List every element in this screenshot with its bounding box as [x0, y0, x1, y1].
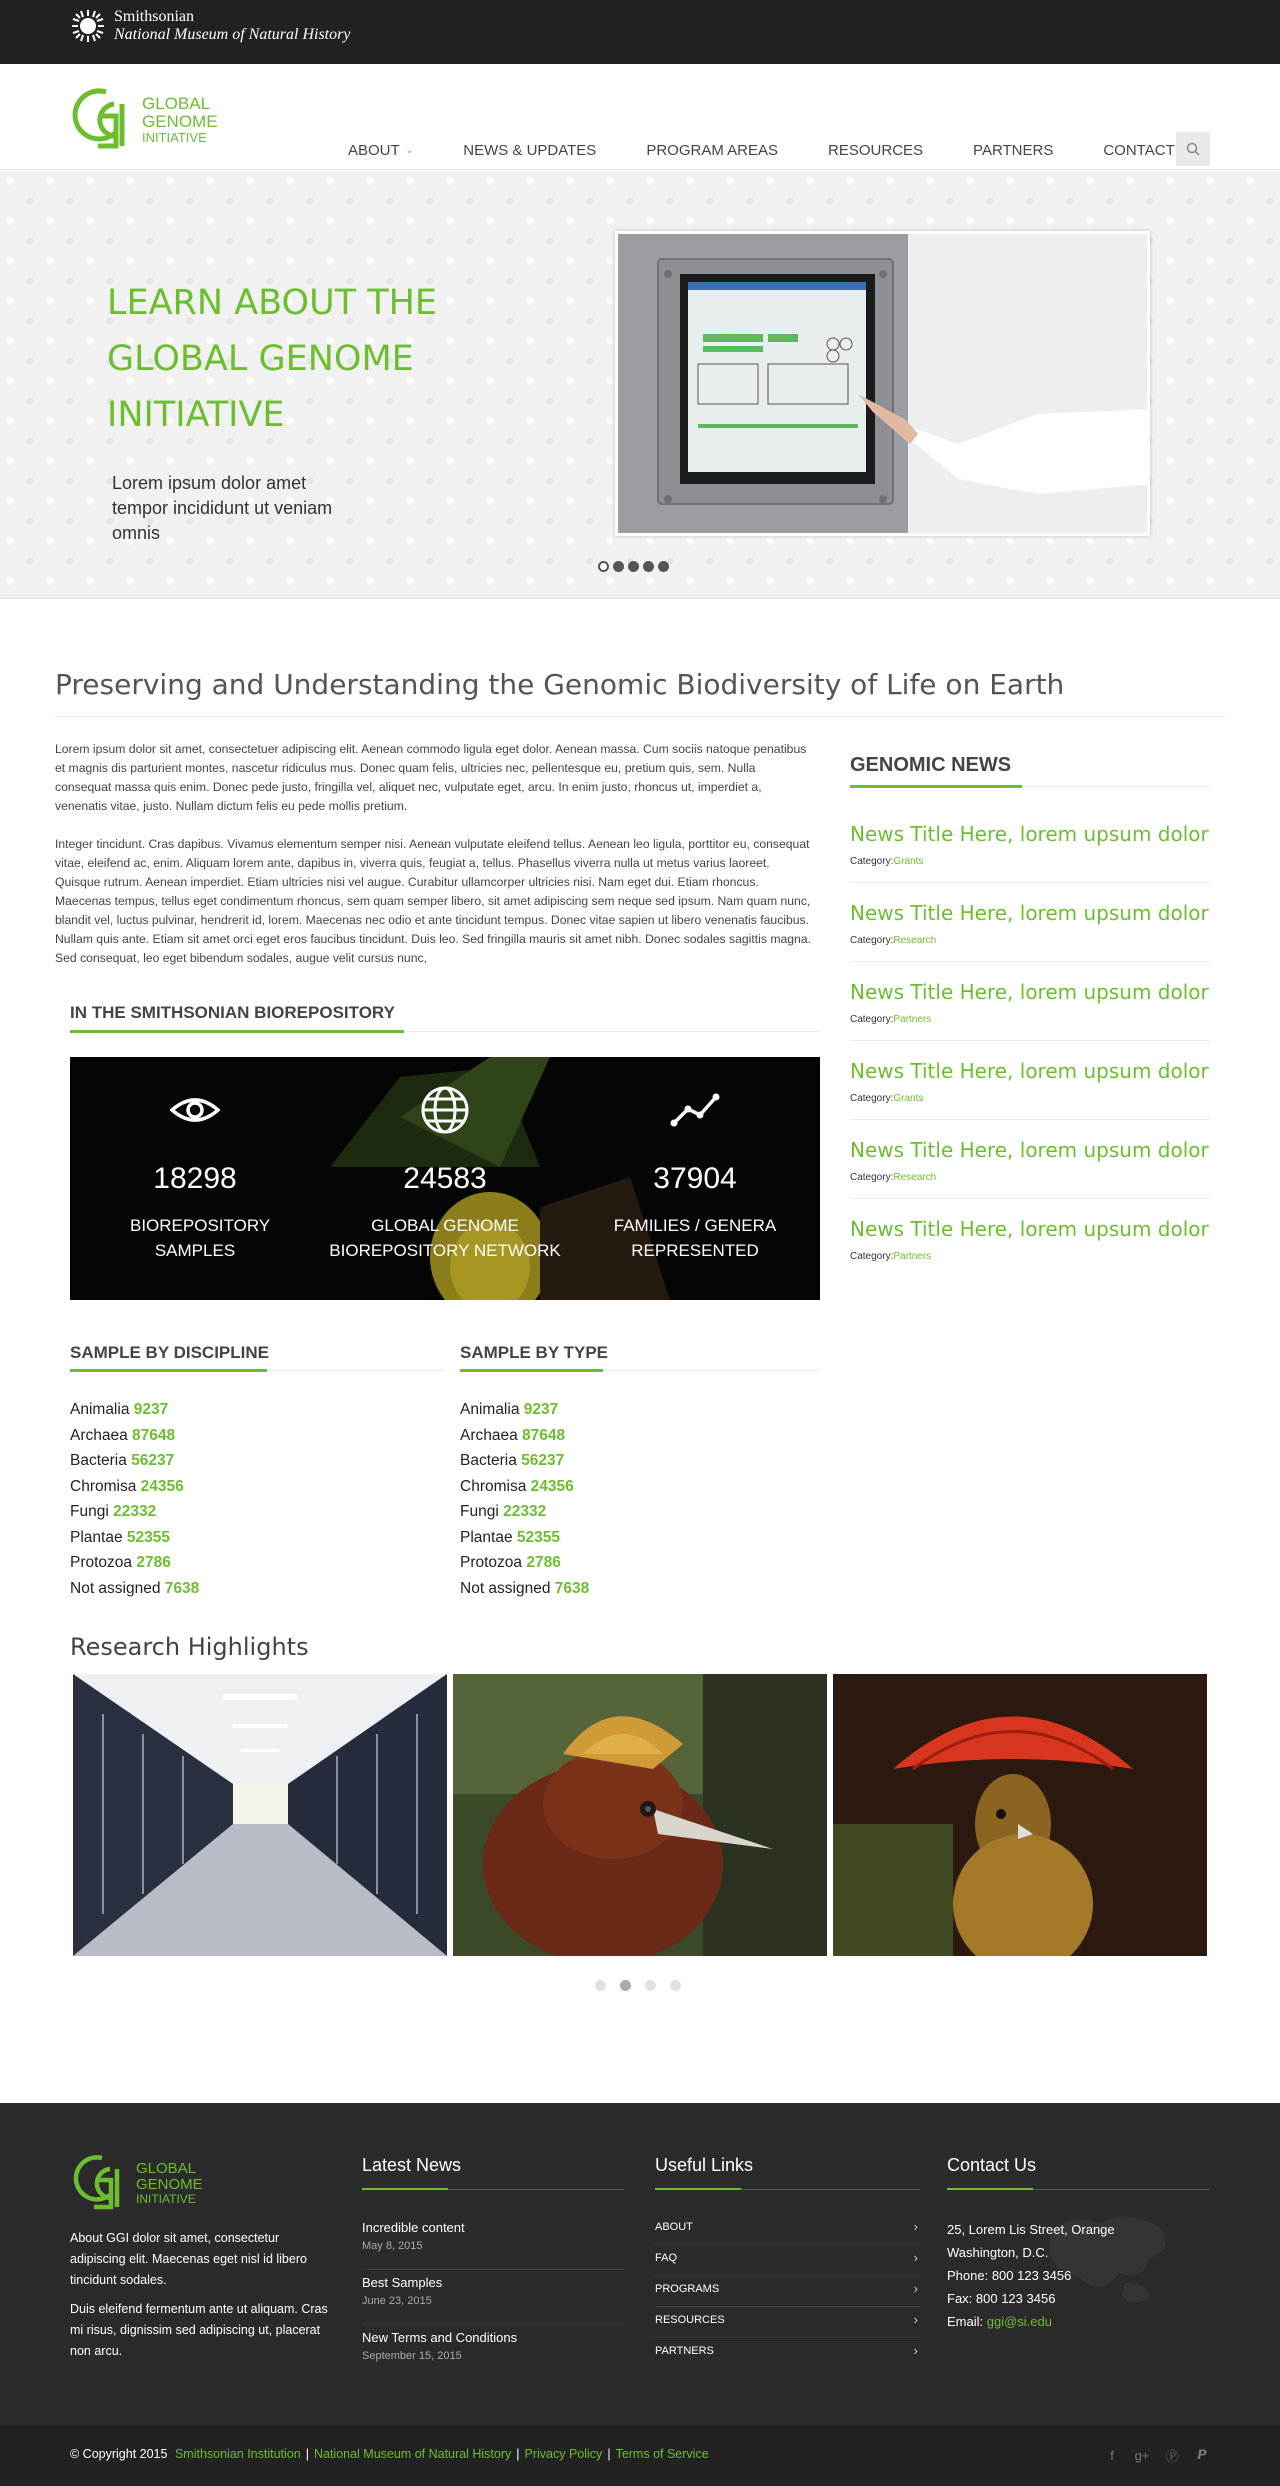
- category-link[interactable]: Grants: [893, 1093, 924, 1104]
- news-title-link[interactable]: News Title Here, lorem upsum dolor: [850, 1059, 1209, 1083]
- hero-image-touchscreen: [615, 231, 1150, 536]
- category-label: Category:: [850, 1093, 894, 1104]
- site-header: [0, 64, 1280, 170]
- category-link[interactable]: Research: [893, 1172, 937, 1183]
- item-value: 9237: [133, 1401, 169, 1418]
- research-image-server-room[interactable]: [73, 1674, 447, 1956]
- item-value: 2786: [526, 1554, 561, 1571]
- ggi-logo[interactable]: [70, 84, 230, 154]
- footer-link-resources[interactable]: [655, 2307, 920, 2338]
- contact-email-label: Email:: [947, 2314, 984, 2329]
- hero-dot-2[interactable]: [613, 561, 624, 572]
- latest-news-item: [362, 2220, 624, 2270]
- site-footer: [0, 2103, 1280, 2425]
- item-value: 22332: [113, 1503, 157, 1520]
- item-value: 56237: [521, 1452, 565, 1469]
- type-list: [460, 1397, 589, 1601]
- useful-links-rule: [655, 2189, 920, 2190]
- contact-address-line1: 25, Lorem Lis Street, Orange: [947, 2222, 1115, 2237]
- research-dot-3[interactable]: [645, 1980, 656, 1991]
- item-name: Archaea: [70, 1426, 128, 1444]
- stat-global-genome-network: [320, 1057, 570, 1300]
- item-value: 22332: [503, 1503, 547, 1520]
- item-name: Animalia: [460, 1401, 520, 1418]
- latest-news-heading: Latest News: [362, 2155, 462, 2175]
- item-name: Bacteria: [70, 1452, 127, 1469]
- item-value: 56237: [131, 1452, 175, 1469]
- link-smithsonian-institution[interactable]: Smithsonian Institution: [174, 2447, 301, 2461]
- news-category: [850, 1014, 931, 1025]
- globe-icon: [420, 1085, 470, 1135]
- research-dot-4[interactable]: [670, 1980, 681, 1991]
- item-name: Not assigned: [460, 1579, 551, 1597]
- item-name: Bacteria: [460, 1452, 517, 1469]
- page-title: Preserving and Understanding the Genomic Biodiversity of Life on Earth: [55, 668, 1065, 701]
- news-category: [850, 1093, 923, 1104]
- contact-details: [947, 2218, 1115, 2333]
- item-value: 9237: [523, 1401, 559, 1418]
- nav-news-updates[interactable]: NEWS & UPDATES: [463, 142, 597, 159]
- list-item: [460, 1550, 589, 1576]
- contact-email-link[interactable]: ggi@si.edu: [986, 2314, 1052, 2329]
- research-highlights-heading: Research Highlights: [70, 1633, 309, 1661]
- chevron-right-icon: ›: [913, 2250, 918, 2265]
- footer-link-label: PROGRAMS: [655, 2283, 720, 2295]
- latest-news-title[interactable]: Incredible content: [362, 2220, 465, 2235]
- main-nav: [348, 142, 1225, 159]
- news-category: [850, 1251, 931, 1262]
- footer-logo-line2: GENOME: [136, 2176, 203, 2193]
- item-value: 52355: [126, 1528, 170, 1546]
- list-item: [460, 1474, 589, 1500]
- list-item: [70, 1499, 199, 1525]
- link-nmnh[interactable]: National Museum of Natural History: [313, 2447, 512, 2461]
- footer-ggi-logo[interactable]: [70, 2151, 220, 2215]
- news-title-link[interactable]: News Title Here, lorem upsum dolor: [850, 901, 1209, 925]
- link-privacy-policy[interactable]: Privacy Policy: [524, 2447, 603, 2461]
- discipline-heading: SAMPLE BY DISCIPLINE: [70, 1343, 269, 1362]
- pinterest-icon[interactable]: Ⓟ: [1165, 2448, 1179, 2464]
- item-value: 7638: [554, 1579, 590, 1597]
- footer-link-about[interactable]: [655, 2214, 920, 2245]
- footer-link-label: PARTNERS: [655, 2345, 714, 2357]
- news-title-link[interactable]: News Title Here, lorem upsum dolor: [850, 1138, 1209, 1162]
- contact-phone: Phone: 800 123 3456: [947, 2268, 1072, 2283]
- search-icon: [1186, 142, 1200, 156]
- list-item: [70, 1448, 199, 1474]
- footer-link-label: FAQ: [655, 2252, 678, 2264]
- news-category: [850, 856, 923, 867]
- latest-news-rule: [362, 2189, 624, 2190]
- footer-logo-line1: GLOBAL: [136, 2160, 197, 2177]
- smithsonian-topbar: [0, 0, 1280, 64]
- stat-value: 18298: [153, 1162, 237, 1195]
- stat-label: GLOBAL GENOME BIOREPOSITORY NETWORK: [329, 1216, 561, 1260]
- news-category: [850, 935, 936, 946]
- nav-about-label: ABOUT: [348, 142, 400, 159]
- social-links: [1092, 2445, 1212, 2465]
- nav-about[interactable]: [348, 142, 413, 159]
- news-item: [850, 804, 1210, 883]
- stat-biorepository-samples: [70, 1057, 320, 1300]
- list-item: [70, 1423, 199, 1449]
- nav-program-areas[interactable]: PROGRAM AREAS: [646, 142, 779, 159]
- category-label: Category:: [850, 935, 894, 946]
- category-label: Category:: [850, 856, 894, 867]
- intro-paragraph-2: Integer tincidunt. Cras dapibus. Vivamus elementum semper nisi. Aenean vulputate eleifend tellus. Aenean leo ligula, porttitor eu, consequat vitae, eleifend ac, enim. Aliquam lorem ante, dapibus in, viverra quis, feugiat a, tellus. Phasellus viverra nulla ut metus varius laoreet. Quisque rutrum. Aenean imperdiet. Etiam ultricies nisi vel augue. Curabitur ullamcorper ultricies nisi. Nam eget dui. Etiam rhoncus. Maecenas tempus, tellus eget condimentum rhoncus, sem quam semper libero, sit amet adipiscing sem neque sed ipsum. Nam quam nunc, blandit vel, luctus pulvinar, hendrerit id, lorem. Maecenas nec odio et ante tincidunt tempus. Donec vitae sapien ut libero venenatis faucibus. Nullam quis ante. Etiam sit amet orci eget eros faucibus tincidunt. Duis leo. Sed fringilla mauris sit amet nibh. Donec sodales sagittis magna. Sed consequat, leo eget bibendum sodales, augue velit cursus nunc,: [55, 837, 811, 965]
- ggi-logo-line1: GLOBAL: [142, 94, 211, 113]
- list-item: [460, 1576, 589, 1602]
- chevron-down-icon: ⌄: [405, 145, 414, 155]
- type-heading: SAMPLE BY TYPE: [460, 1343, 608, 1362]
- useful-links-heading: Useful Links: [655, 2155, 754, 2175]
- contact-address-line2: Washington, D.C.: [947, 2245, 1049, 2260]
- list-item: [460, 1423, 589, 1449]
- biorepository-stats: [70, 1057, 820, 1300]
- news-item: [850, 1199, 1210, 1278]
- research-dot-2[interactable]: [620, 1980, 631, 1991]
- footer-link-programs[interactable]: [655, 2276, 920, 2307]
- latest-news-item: [362, 2275, 624, 2325]
- research-pagination: [595, 1980, 695, 1991]
- footer-logo-line3: INITIATIVE: [136, 2192, 196, 2206]
- stat-value: 37904: [653, 1162, 737, 1195]
- chevron-right-icon: ›: [913, 2219, 918, 2234]
- contact-rule: [947, 2189, 1210, 2190]
- hero-title: LEARN ABOUT THE GLOBAL GENOME INITIATIVE: [107, 283, 438, 435]
- smithsonian-brand-line1: Smithsonian: [114, 8, 195, 25]
- category-link[interactable]: Research: [893, 935, 937, 946]
- item-name: Chromisa: [460, 1477, 527, 1495]
- item-value: 2786: [136, 1554, 171, 1571]
- category-link[interactable]: Partners: [893, 1251, 932, 1262]
- footer-link-label: ABOUT: [655, 2221, 693, 2233]
- title-divider: [55, 716, 1225, 717]
- item-name: Plantae: [70, 1528, 123, 1546]
- chevron-right-icon: ›: [913, 2343, 918, 2358]
- item-name: Fungi: [460, 1503, 499, 1520]
- google-plus-icon[interactable]: g+: [1134, 2447, 1150, 2463]
- latest-news-date: June 23, 2015: [362, 2295, 432, 2307]
- list-item: [460, 1499, 589, 1525]
- list-item: [460, 1448, 589, 1474]
- item-name: Not assigned: [70, 1579, 161, 1597]
- link-terms-of-service[interactable]: Terms of Service: [615, 2447, 709, 2461]
- ggi-logo-line3: INITIATIVE: [142, 130, 207, 145]
- list-item: [70, 1474, 199, 1500]
- item-name: Protozoa: [460, 1554, 523, 1571]
- ggi-logo-line2: GENOME: [142, 112, 218, 131]
- latest-news-date: September 15, 2015: [362, 2350, 462, 2362]
- chevron-right-icon: ›: [913, 2281, 918, 2296]
- genomic-news-heading: GENOMIC NEWS: [850, 754, 1012, 776]
- footer-about-1: About GGI dolor sit amet, consectetur adipiscing elit. Maecenas eget nisl id libero tincidunt sodales.: [70, 2231, 307, 2287]
- contact-email-row: [947, 2310, 1115, 2333]
- nav-contact[interactable]: CONTACT: [1103, 142, 1175, 159]
- news-item: [850, 883, 1210, 962]
- news-item: [850, 1041, 1210, 1120]
- item-name: Plantae: [460, 1528, 513, 1546]
- copyright-bar: [0, 2425, 1280, 2486]
- stat-label: FAMILIES / GENERA REPRESENTED: [613, 1216, 777, 1260]
- discipline-list: [70, 1397, 199, 1601]
- news-category: [850, 1172, 936, 1183]
- footer-link-label: RESOURCES: [655, 2314, 725, 2326]
- item-value: 87648: [522, 1426, 566, 1444]
- news-title-link[interactable]: News Title Here, lorem upsum dolor: [850, 822, 1209, 846]
- list-item: [70, 1397, 199, 1423]
- biorepository-heading: IN THE SMITHSONIAN BIOREPOSITORY: [70, 1003, 395, 1022]
- nav-partners[interactable]: PARTNERS: [973, 142, 1054, 159]
- twitter-icon[interactable]: 𝙋: [1197, 2447, 1207, 2462]
- chevron-right-icon: ›: [913, 2312, 918, 2327]
- research-image-woodpecker[interactable]: [453, 1674, 827, 1956]
- category-link[interactable]: Partners: [893, 1014, 932, 1025]
- latest-news-title[interactable]: Best Samples: [362, 2275, 443, 2290]
- copyright-label: © Copyright 2015: [70, 2447, 168, 2461]
- smithsonian-logo[interactable]: [70, 8, 350, 44]
- category-link[interactable]: Grants: [893, 856, 924, 867]
- category-label: Category:: [850, 1251, 894, 1262]
- hero-subtitle: Lorem ipsum dolor amet tempor incididunt ut veniam omnis: [112, 473, 333, 543]
- latest-news-item: [362, 2330, 624, 2380]
- hero-dot-3[interactable]: [628, 561, 639, 572]
- item-name: Fungi: [70, 1503, 109, 1520]
- copyright-text: © Copyright 2015 Smithsonian Institution | National Museum of Natural History | Privacy Policy | Terms of Service: [70, 2447, 709, 2461]
- contact-heading: Contact Us: [947, 2155, 1037, 2175]
- category-label: Category:: [850, 1014, 894, 1025]
- genomic-news-heading-rule: [850, 786, 1210, 787]
- smithsonian-brand-line2: National Museum of Natural History: [114, 26, 351, 43]
- research-dot-1[interactable]: [595, 1980, 606, 1991]
- item-value: 7638: [164, 1579, 200, 1597]
- nav-resources[interactable]: RESOURCES: [828, 142, 924, 159]
- list-item: [460, 1397, 589, 1423]
- list-item: [70, 1576, 199, 1602]
- stat-label: BIOREPOSITORY SAMPLES: [130, 1216, 271, 1260]
- research-image-crested-bird[interactable]: [833, 1674, 1207, 1956]
- hero-dot-5[interactable]: [658, 561, 669, 572]
- item-name: Animalia: [70, 1401, 130, 1418]
- discipline-heading-rule: [70, 1370, 445, 1371]
- biorepository-heading-rule: [70, 1031, 820, 1032]
- hero-dot-4[interactable]: [643, 561, 654, 572]
- item-value: 24356: [140, 1477, 184, 1495]
- hero-slider: [0, 171, 1280, 599]
- item-value: 87648: [132, 1426, 176, 1444]
- search-button[interactable]: [1176, 132, 1210, 166]
- contact-fax: Fax: 800 123 3456: [947, 2291, 1056, 2306]
- eye-icon: [170, 1085, 220, 1135]
- footer-link-faq[interactable]: [655, 2245, 920, 2276]
- intro-paragraph-1: Lorem ipsum dolor sit amet, consectetuer adipiscing elit. Aenean commodo ligula eget dolor. Aenean massa. Cum sociis natoque penatibus et magnis dis parturient montes, nascetur ridiculus mus. Donec quam felis, ultricies nec, pellentesque eu, pretium quis, sem. Nulla consequat massa quis enim. Donec pede justo, fringilla vel, aliquet nec, vulputate eget, arcu. In enim justo, rhoncus ut, imperdiet a, venenatis vitae, justo. Nullam dictum felis eu pede mollis pretium.: [55, 742, 807, 813]
- hero-pagination: [598, 561, 673, 572]
- line-chart-icon: [670, 1085, 720, 1135]
- footer-about-2: Duis eleifend fermentum ante ut aliquam. Cras mi risus, dignissim sed adipiscing ut, placerat non arcu.: [70, 2302, 328, 2358]
- list-item: [70, 1525, 199, 1551]
- latest-news-date: May 8, 2015: [362, 2240, 423, 2252]
- footer-link-partners[interactable]: [655, 2338, 920, 2369]
- news-item: [850, 1120, 1210, 1199]
- category-label: Category:: [850, 1172, 894, 1183]
- stat-value: 24583: [403, 1162, 487, 1195]
- stat-families-genera: [570, 1057, 820, 1300]
- facebook-icon[interactable]: f: [1110, 2447, 1114, 2463]
- item-name: Chromisa: [70, 1477, 137, 1495]
- hero-dot-1[interactable]: [598, 561, 609, 572]
- news-item: [850, 962, 1210, 1041]
- list-item: [460, 1525, 589, 1551]
- list-item: [70, 1550, 199, 1576]
- item-value: 52355: [516, 1528, 560, 1546]
- latest-news-title[interactable]: New Terms and Conditions: [362, 2330, 518, 2345]
- smithsonian-sun-icon: [70, 8, 106, 44]
- item-name: Protozoa: [70, 1554, 133, 1571]
- news-title-link[interactable]: News Title Here, lorem upsum dolor: [850, 1217, 1209, 1241]
- item-name: Archaea: [460, 1426, 518, 1444]
- item-value: 24356: [530, 1477, 574, 1495]
- type-heading-rule: [460, 1370, 820, 1371]
- news-title-link[interactable]: News Title Here, lorem upsum dolor: [850, 980, 1209, 1004]
